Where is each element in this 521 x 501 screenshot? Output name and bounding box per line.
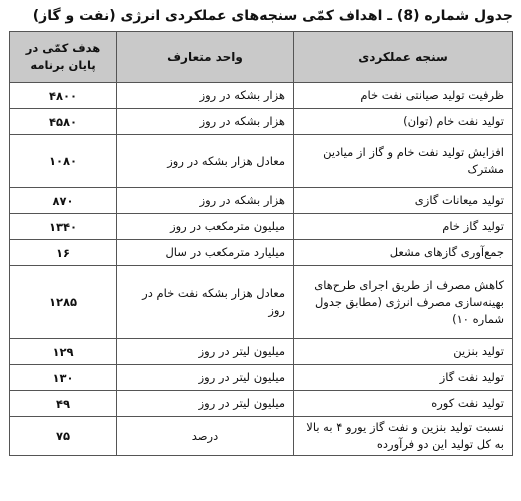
cell-unit: میلیون لیتر در روز [117, 391, 294, 417]
cell-measure: تولید نفت خام (توان) [294, 109, 513, 135]
table-row [10, 135, 513, 188]
cell-measure: تولید نفت کوره [294, 391, 513, 417]
header-unit: واحد متعارف [117, 32, 294, 83]
cell-unit: میلیارد مترمکعب در سال [117, 240, 294, 266]
cell-unit: میلیون لیتر در روز [117, 339, 294, 365]
cell-target: ۱۶ [10, 240, 117, 266]
table-row [10, 339, 513, 365]
cell-unit: هزار بشکه در روز [117, 83, 294, 109]
table-row [10, 266, 513, 339]
cell-unit: میلیون مترمکعب در روز [117, 214, 294, 240]
cell-target: ۱۳۰ [10, 365, 117, 391]
cell-unit: میلیون لیتر در روز [117, 365, 294, 391]
cell-unit: هزار بشکه در روز [117, 109, 294, 135]
cell-measure: تولید میعانات گازی [294, 188, 513, 214]
cell-measure: تولید بنزین [294, 339, 513, 365]
cell-unit: هزار بشکه در روز [117, 188, 294, 214]
table-row [10, 391, 513, 417]
table-caption: جدول شماره (8) ـ اهداف کمّی سنجه‌های عملکردی انرژی (نفت و گاز) [32, 8, 513, 24]
cell-measure: تولید گاز خام [294, 214, 513, 240]
table-header-row [10, 32, 513, 83]
cell-measure: افزایش تولید نفت خام و گاز از میادین مشترک [294, 135, 513, 188]
cell-measure: تولید نفت گاز [294, 365, 513, 391]
cell-unit: درصد [117, 417, 294, 456]
cell-measure: جمع‌آوری گازهای مشعل [294, 240, 513, 266]
cell-target: ۱۳۴۰ [10, 214, 117, 240]
cell-target: ۴۵۸۰ [10, 109, 117, 135]
cell-target: ۴۸۰۰ [10, 83, 117, 109]
table-row [10, 188, 513, 214]
cell-target: ۷۵ [10, 417, 117, 456]
table-row [10, 365, 513, 391]
cell-measure: کاهش مصرف از طریق اجرای طرح‌های بهینه‌سازی مصرف انرژی (مطابق جدول شماره ۱۰) [294, 266, 513, 339]
cell-unit: معادل هزار بشکه در روز [117, 135, 294, 188]
header-target: هدف کمّی در پایان برنامه [10, 32, 117, 83]
table-row [10, 214, 513, 240]
table-row [10, 109, 513, 135]
cell-unit: معادل هزار بشکه نفت خام در روز [117, 266, 294, 339]
performance-targets-table [9, 31, 513, 456]
table-row [10, 83, 513, 109]
cell-target: ۴۹ [10, 391, 117, 417]
table-row [10, 240, 513, 266]
cell-target: ۱۲۸۵ [10, 266, 117, 339]
cell-target: ۱۰۸۰ [10, 135, 117, 188]
cell-target: ۱۲۹ [10, 339, 117, 365]
header-measure: سنجه عملکردی [294, 32, 513, 83]
cell-target: ۸۷۰ [10, 188, 117, 214]
cell-measure: ظرفیت تولید صیانتی نفت خام [294, 83, 513, 109]
table-row [10, 417, 513, 456]
cell-measure: نسبت تولید بنزین و نفت گاز یورو ۴ به بالا به کل تولید این دو فرآورده [294, 417, 513, 456]
